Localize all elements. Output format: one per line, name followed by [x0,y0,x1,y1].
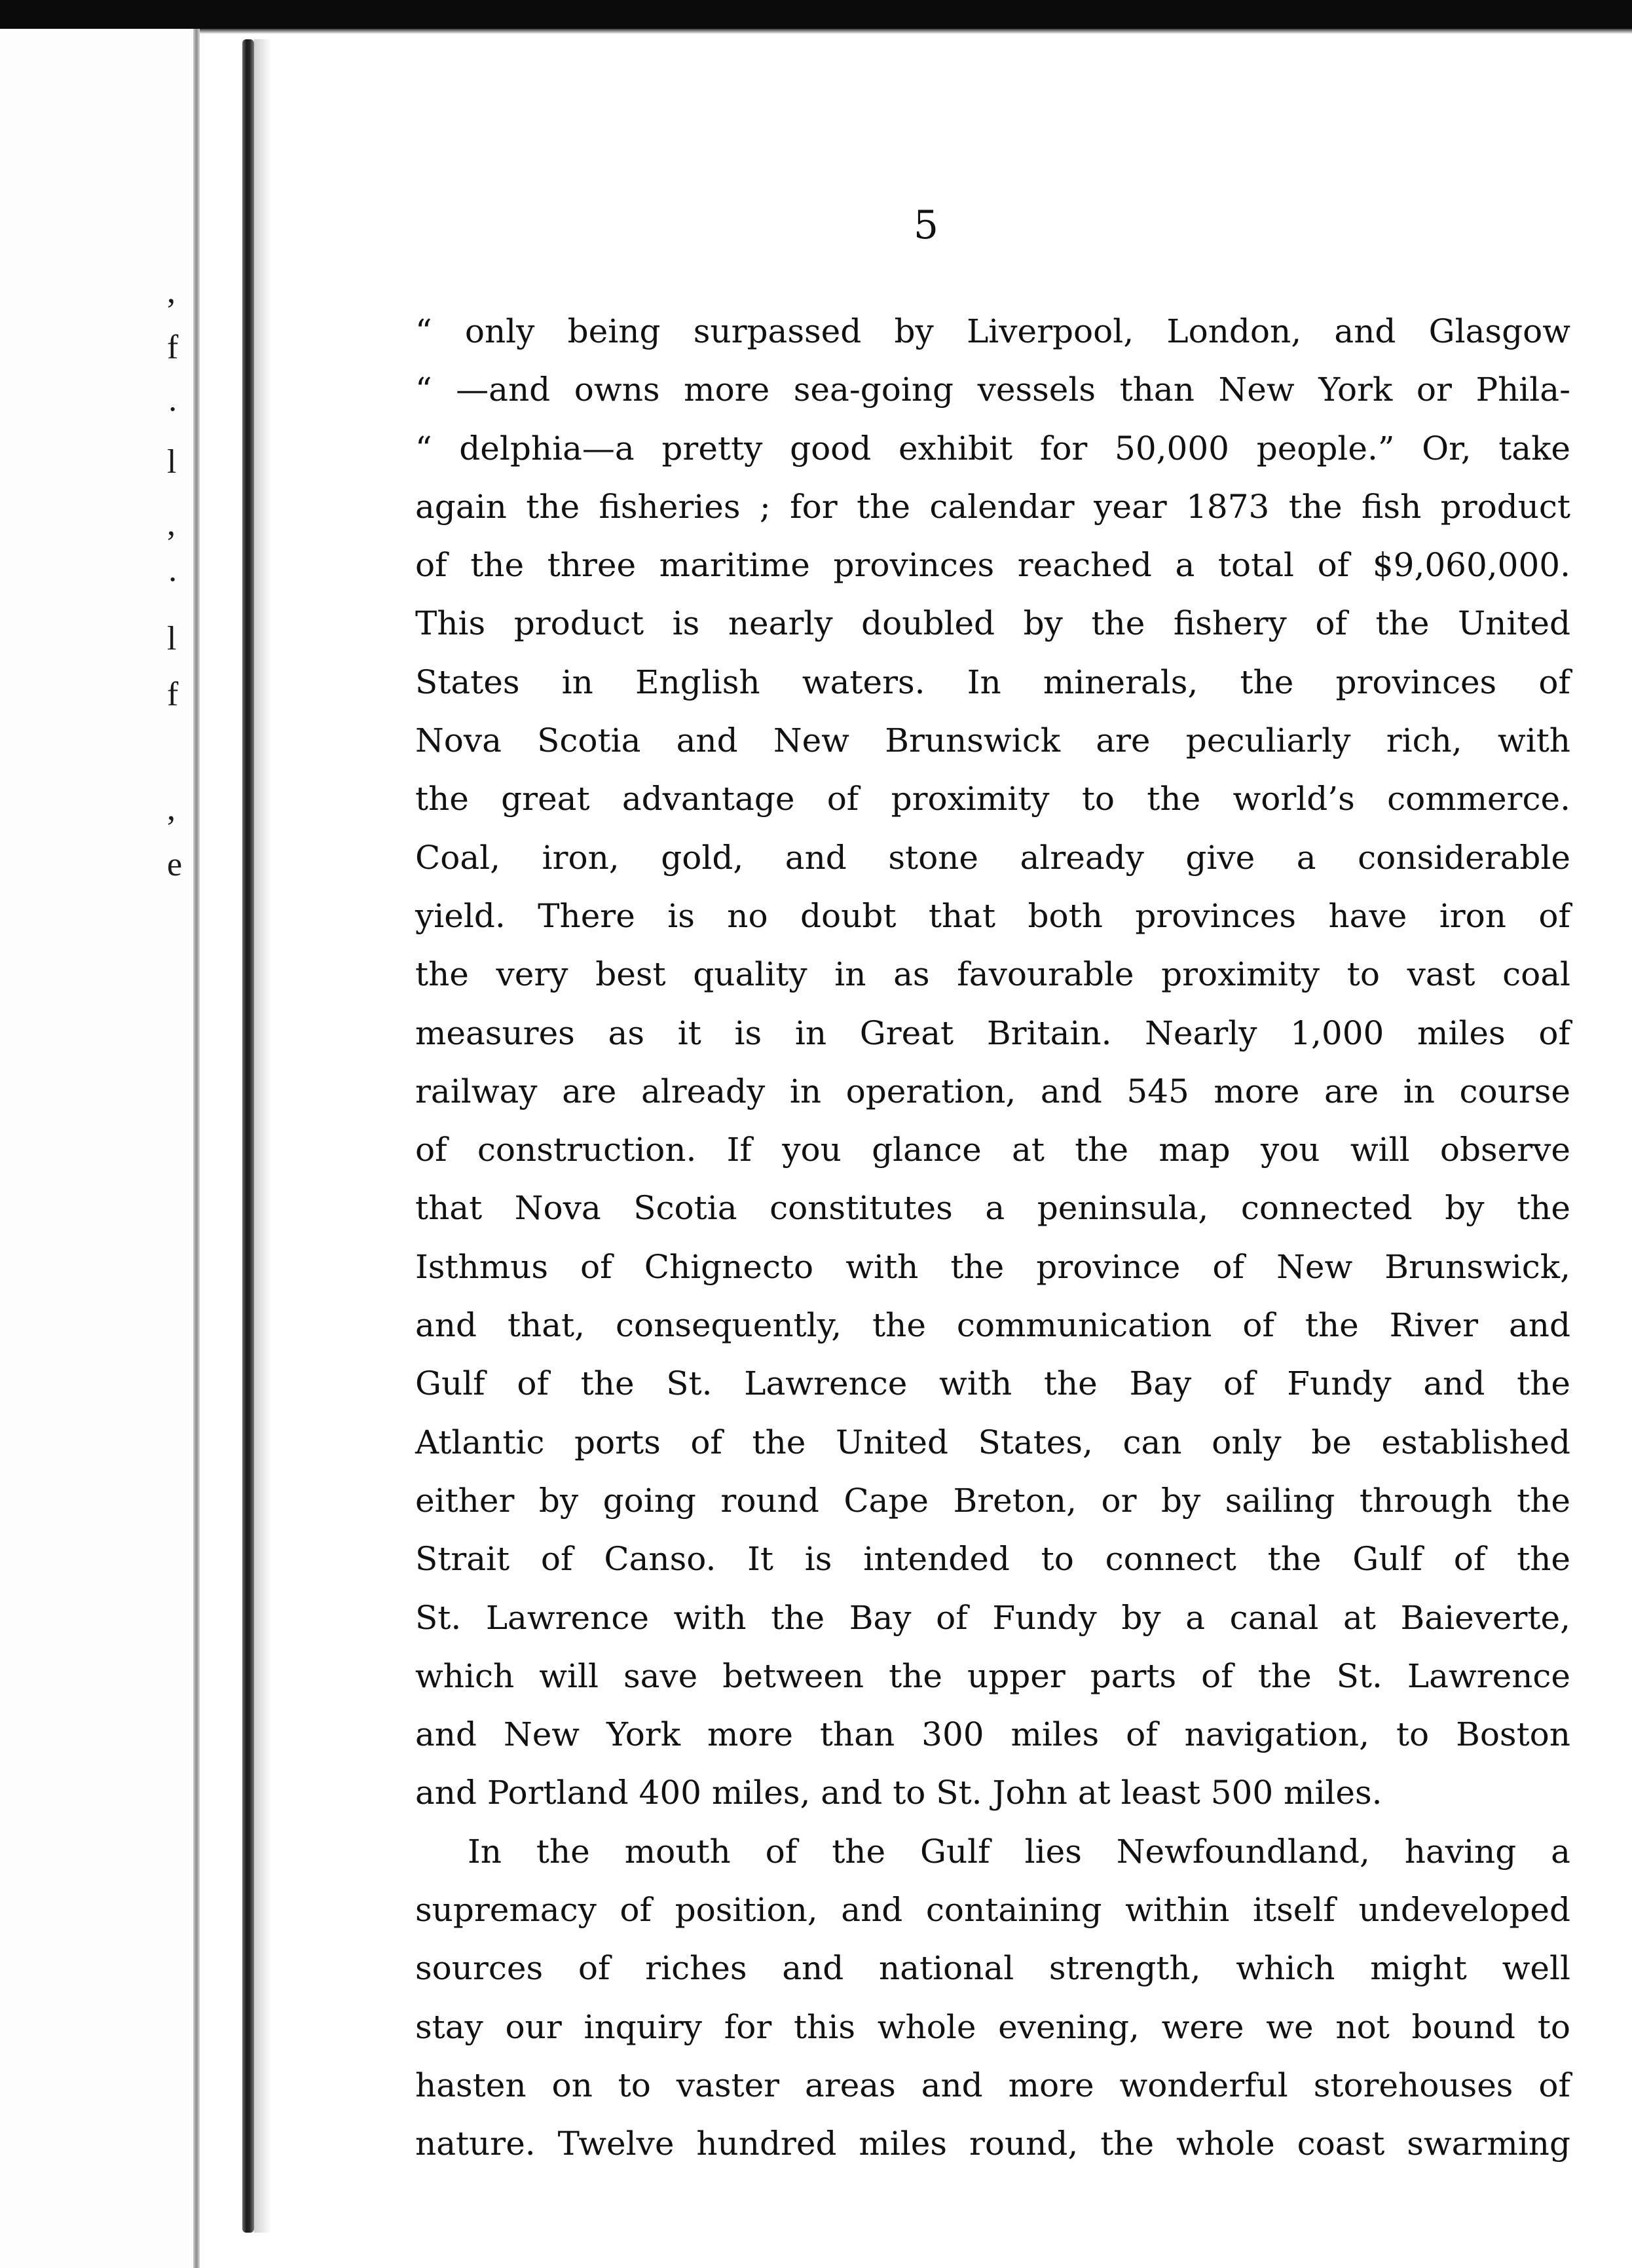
text-line: Strait of Canso. It is intended to connect the Gulf of the [415,1540,1570,1579]
facing-page-fragment: · [167,391,179,428]
book-page [271,29,1632,2268]
text-line: stay our inquiry for this whole evening, were we not bound to [415,2007,1570,2046]
text-line: “ delphia—a pretty good exhibit for 50,000 people.” Or, take [415,429,1570,467]
text-line: sources of riches and national strength, which might well [415,1949,1570,1988]
text-line: of construction. If you glance at the map you will observe [415,1131,1570,1169]
text-line: St. Lawrence with the Bay of Fundy by a canal at Baieverte, [415,1598,1570,1637]
body-text [415,302,1570,2174]
text-line: the great advantage of proximity to the world’s commerce. [415,780,1570,818]
facing-page-fragment: l [167,620,177,657]
text-line: and New York more than 300 miles of navigation, to Boston [415,1715,1570,1754]
text-line: Nova Scotia and New Brunswick are peculiarly rich, with [415,722,1570,760]
text-line: hasten on to vaster areas and more wonderful storehouses of [415,2066,1570,2104]
gutter-shadow [254,39,271,2233]
text-line: Isthmus of Chignecto with the province of New Brunswick, [415,1247,1570,1286]
paragraph-end-line: and Portland 400 miles, and to St. John at least 500 miles. [415,1774,1382,1812]
text-line: railway are already in operation, and 545 more are in course [415,1072,1570,1110]
facing-page-fragment: · [167,561,179,598]
text-line: States in English waters. In minerals, the provinces of [415,663,1570,701]
paragraph-start-line: In the mouth of the Gulf lies Newfoundland, having a [468,1832,1570,1871]
text-line: supremacy of position, and containing within itself undeveloped [415,1891,1570,1930]
text-line: “ —and owns more sea-going vessels than New York or Phila- [415,371,1570,409]
text-line: again the fisheries ; for the calendar year 1873 the fish product [415,487,1570,526]
text-line: nature. Twelve hundred miles round, the whole coast swarming [415,2125,1570,2163]
page-number: 5 [913,202,939,248]
text-line: yield. There is no doubt that both provinces have iron of [415,896,1570,935]
facing-page-edge [193,29,200,2268]
facing-page-fragment: , [167,273,176,310]
facing-page-fragment: , [167,505,176,543]
text-line: either by going round Cape Breton, or by sailing through the [415,1481,1570,1520]
facing-page-fragment: e [167,846,183,883]
text-line: “ only being surpassed by Liverpool, London, and Glasgow [415,312,1570,350]
scan-top-border [0,0,1632,29]
text-line: of the three maritime provinces reached a total of $9,060,000. [415,546,1570,585]
facing-page-fragment: , [167,790,176,828]
text-line: the very best quality in as favourable proximity to vast coal [415,955,1570,994]
text-line: This product is nearly doubled by the fishery of the United [415,604,1570,643]
text-line: Coal, iron, gold, and stone already give a considerable [415,838,1570,877]
text-line: which will save between the upper parts of the St. Lawrence [415,1656,1570,1695]
facing-page-fragment: f [167,676,179,713]
text-line: and that, consequently, the communication of the River and [415,1306,1570,1345]
binding-gutter [242,39,254,2233]
text-line: measures as it is in Great Britain. Nearly 1,000 miles of [415,1014,1570,1052]
text-line: that Nova Scotia constitutes a peninsula, connected by the [415,1189,1570,1228]
facing-page-fragment: l [167,443,177,481]
text-line: Gulf of the St. Lawrence with the Bay of Fundy and the [415,1364,1570,1403]
facing-page-fragment: f [167,329,179,366]
text-line: Atlantic ports of the United States, can only be established [415,1423,1570,1461]
